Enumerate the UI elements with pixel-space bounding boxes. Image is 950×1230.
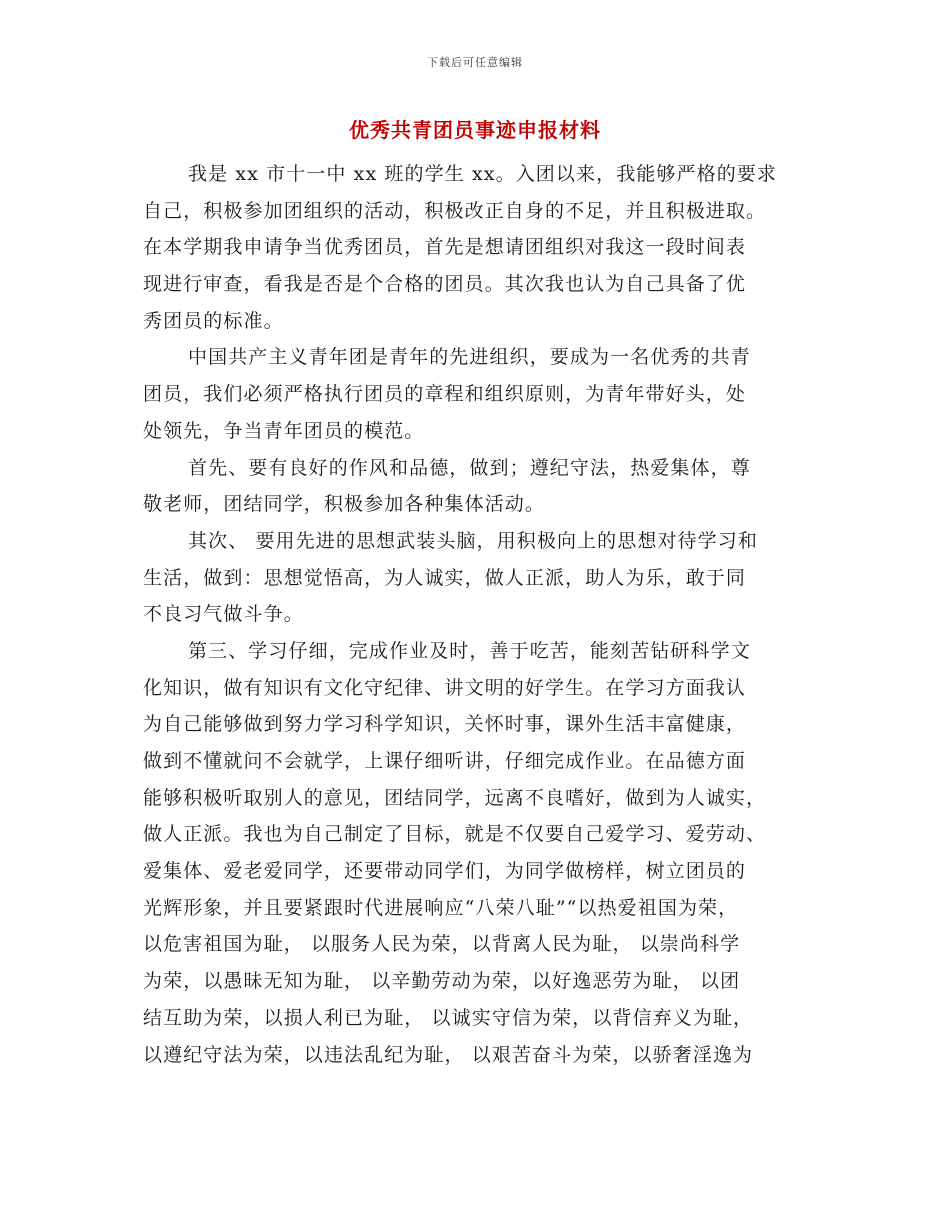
paragraph: [143, 523, 808, 633]
text-line: 秀团员的标准。: [143, 309, 284, 332]
text-line: 中国共产主义青年团是青年的先进组织，要成为一名优秀的共青: [188, 346, 751, 369]
text-line: 以危害祖国为耻， 以服务人民为荣，以背离人民为耻， 以崇尚科学: [143, 933, 741, 956]
text-line: 其次、 要用先进的思想武装头脑，用积极向上的思想对待学习和: [188, 529, 758, 552]
text-line: 以遵纪守法为荣，以违法乱纪为耻， 以艰苦奋斗为荣，以骄奢淫逸为: [143, 1043, 754, 1066]
text-line: 为自己能够做到努力学习科学知识，关怀时事，课外生活丰富健康，: [143, 713, 747, 736]
document-title: 优秀共青团员事迹申报材料: [349, 118, 601, 142]
text-line: 在本学期我申请争当优秀团员，首先是想请团组织对我这一段时间表: [143, 236, 747, 259]
text-line: 为荣，以愚昧无知为耻， 以辛勤劳动为荣，以好逸恶劳为耻， 以团: [143, 970, 741, 993]
paragraph: [143, 450, 808, 523]
text-line: 首先、要有良好的作风和品德，做到；遵纪守法，热爱集体，尊: [188, 456, 751, 479]
text-line: 做人正派。我也为自己制定了目标，就是不仅要自己爱学习、爱劳动、: [143, 823, 767, 846]
text-line: 化知识，做有知识有文化守纪律、讲文明的好学生。在学习方面我认: [143, 676, 747, 699]
text-line: 现进行审查，看我是否是个合格的团员。其次我也认为自己具备了优: [143, 273, 747, 296]
text-line: 爱集体、爱老爱同学，还要带动同学们，为同学做榜样，树立团员的: [143, 860, 747, 883]
paragraph: [143, 633, 808, 1073]
text-line: 生活，做到：思想觉悟高，为人诚实，做人正派，助人为乐，敢于同: [143, 566, 747, 589]
text-line: 能够积极听取别人的意见，团结同学，远离不良嗜好，做到为人诚实，: [143, 786, 767, 809]
text-line: 处领先，争当青年团员的模范。: [143, 419, 425, 442]
text-line: 不良习气做斗争。: [143, 603, 304, 626]
text-line: 做到不懂就问不会就学，上课仔细听讲，仔细完成作业。在品德方面: [143, 750, 747, 772]
text-line: 结互助为荣，以损人利已为耻， 以诚实守信为荣，以背信弃义为耻，: [143, 1006, 754, 1029]
paragraph: [143, 156, 808, 339]
text-line: 光辉形象，并且要紧跟时代进展响应“八荣八耻”“以热爱祖国为荣，: [143, 896, 739, 919]
text-line: 敬老师，团结同学，积极参加各种集体活动。: [143, 493, 546, 516]
document-body: [143, 156, 808, 1073]
text-line: 团员，我们必须严格执行团员的章程和组织原则，为青年带好头，处: [143, 383, 747, 406]
text-line: 自己，积极参加团组织的活动，积极改正自身的不足，并且积极进取。: [143, 199, 767, 222]
paragraph: [143, 339, 808, 449]
text-line: 第三、学习仔细，完成作业及时，善于吃苦，能刻苦钻研科学文: [188, 639, 751, 662]
header-note: 下载后可任意编辑: [427, 56, 523, 69]
text-line: 我是 xx 市十一中 xx 班的学生 xx。入团以来，我能够严格的要求: [188, 163, 777, 185]
